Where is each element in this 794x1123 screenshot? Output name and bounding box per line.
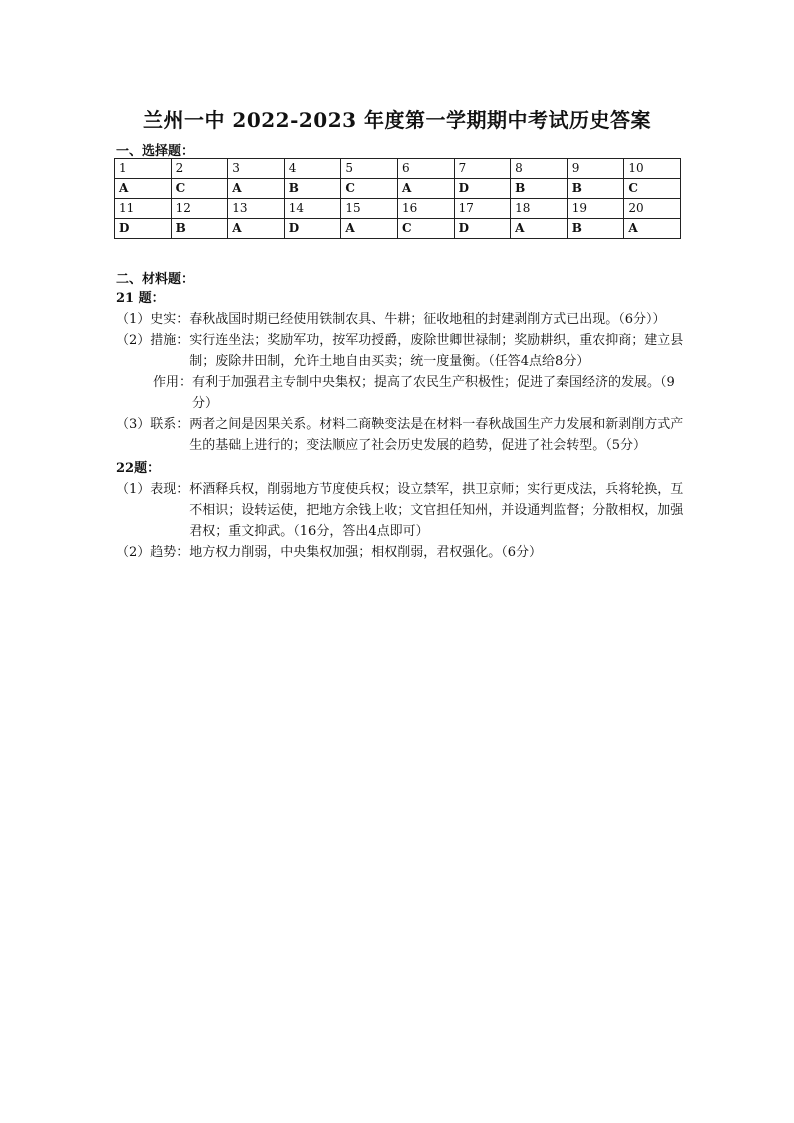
q22-part2-text: 地方权力削弱，中央集权加强；相权削弱，君权强化。（6分） — [189, 545, 543, 560]
question-21-heading: 21 题： — [116, 291, 165, 306]
q21-part2-effect-label: 作用： — [153, 375, 193, 390]
answer-cell: B — [567, 219, 624, 239]
answer-cell: B — [284, 179, 341, 199]
question-number-cell: 20 — [624, 199, 681, 219]
answer-cell: C — [397, 219, 454, 239]
answer-cell: C — [171, 179, 228, 199]
question-number-cell: 19 — [567, 199, 624, 219]
question-number-cell: 10 — [624, 159, 681, 179]
answer-table — [114, 158, 681, 239]
question-number-cell: 16 — [397, 199, 454, 219]
answer-cell: A — [397, 179, 454, 199]
question-number-cell: 11 — [115, 199, 172, 219]
table-row-answers — [115, 179, 681, 199]
table-row-question-numbers — [115, 199, 681, 219]
q21-part2 — [116, 330, 688, 372]
answer-cell: B — [511, 179, 568, 199]
question-number-cell: 14 — [284, 199, 341, 219]
answer-cell: A — [228, 179, 285, 199]
q21-part3 — [116, 414, 688, 456]
question-number-cell: 2 — [171, 159, 228, 179]
q21-part1-label: （1）史实： — [116, 312, 190, 327]
answer-cell: B — [171, 219, 228, 239]
question-22-heading: 22题： — [116, 461, 161, 476]
q22-part1 — [116, 479, 688, 542]
q21-part2-effect — [116, 372, 688, 414]
q21-part1 — [116, 309, 688, 330]
answer-cell: D — [454, 219, 511, 239]
answer-cell: A — [511, 219, 568, 239]
q22-part2-label: （2）趋势： — [116, 545, 190, 560]
question-number-cell: 4 — [284, 159, 341, 179]
q21-part1-text: 春秋战国时期已经使用铁制农具、牛耕；征收地租的封建剥削方式已出现。（6分）） — [189, 312, 666, 327]
q21-part3-label: （3）联系： — [116, 417, 190, 432]
answer-cell: A — [115, 179, 172, 199]
question-21 — [116, 288, 688, 563]
q21-part2-text: 实行连坐法；奖励军功，按军功授爵，废除世卿世禄制；奖励耕织，重农抑商；建立县制；废除井田制，允许土地自由买卖；统一度量衡。（任答4点给8分） — [189, 333, 684, 369]
answer-cell: C — [624, 179, 681, 199]
page-title: 兰州一中 2022-2023 年度第一学期期中考试历史答案 — [142, 108, 652, 132]
question-number-cell: 3 — [228, 159, 285, 179]
q21-part2-label: （2）措施： — [116, 333, 190, 348]
table-row-question-numbers — [115, 159, 681, 179]
question-number-cell: 13 — [228, 199, 285, 219]
q21-part2-effect-text: 有利于加强君主专制中央集权；提高了农民生产积极性；促进了秦国经济的发展。（9分） — [192, 375, 675, 411]
section-material-heading: 二、材料题： — [116, 272, 195, 287]
question-number-cell: 5 — [341, 159, 398, 179]
question-number-cell: 17 — [454, 199, 511, 219]
question-number-cell: 9 — [567, 159, 624, 179]
q22-part1-label: （1）表现： — [116, 482, 190, 497]
answer-cell: A — [624, 219, 681, 239]
q22-part2 — [116, 542, 688, 563]
answer-cell: D — [284, 219, 341, 239]
section-multiple-choice-heading: 一、选择题： — [116, 144, 195, 159]
answer-cell: D — [115, 219, 172, 239]
q22-part1-text: 杯酒释兵权，削弱地方节度使兵权；设立禁军，拱卫京师；实行更戍法，兵将轮换，互不相识；设转运使，把地方余钱上收；文官担任知州，并设通判监督；分散相权，加强君权；重文抑武。（16分，答出4点即可） — [189, 482, 684, 539]
question-number-cell: 6 — [397, 159, 454, 179]
q21-part3-text: 两者之间是因果关系。材料二商鞅变法是在材料一春秋战国生产力发展和新剥削方式产生的基础上进行的；变法顺应了社会历史发展的趋势，促进了社会转型。（5分） — [189, 417, 684, 453]
answer-cell: C — [341, 179, 398, 199]
question-number-cell: 15 — [341, 199, 398, 219]
answer-cell: B — [567, 179, 624, 199]
table-row-answers — [115, 219, 681, 239]
question-number-cell: 12 — [171, 199, 228, 219]
question-number-cell: 1 — [115, 159, 172, 179]
answer-cell: D — [454, 179, 511, 199]
question-number-cell: 18 — [511, 199, 568, 219]
answer-cell: A — [341, 219, 398, 239]
answer-cell: A — [228, 219, 285, 239]
question-number-cell: 7 — [454, 159, 511, 179]
question-number-cell: 8 — [511, 159, 568, 179]
